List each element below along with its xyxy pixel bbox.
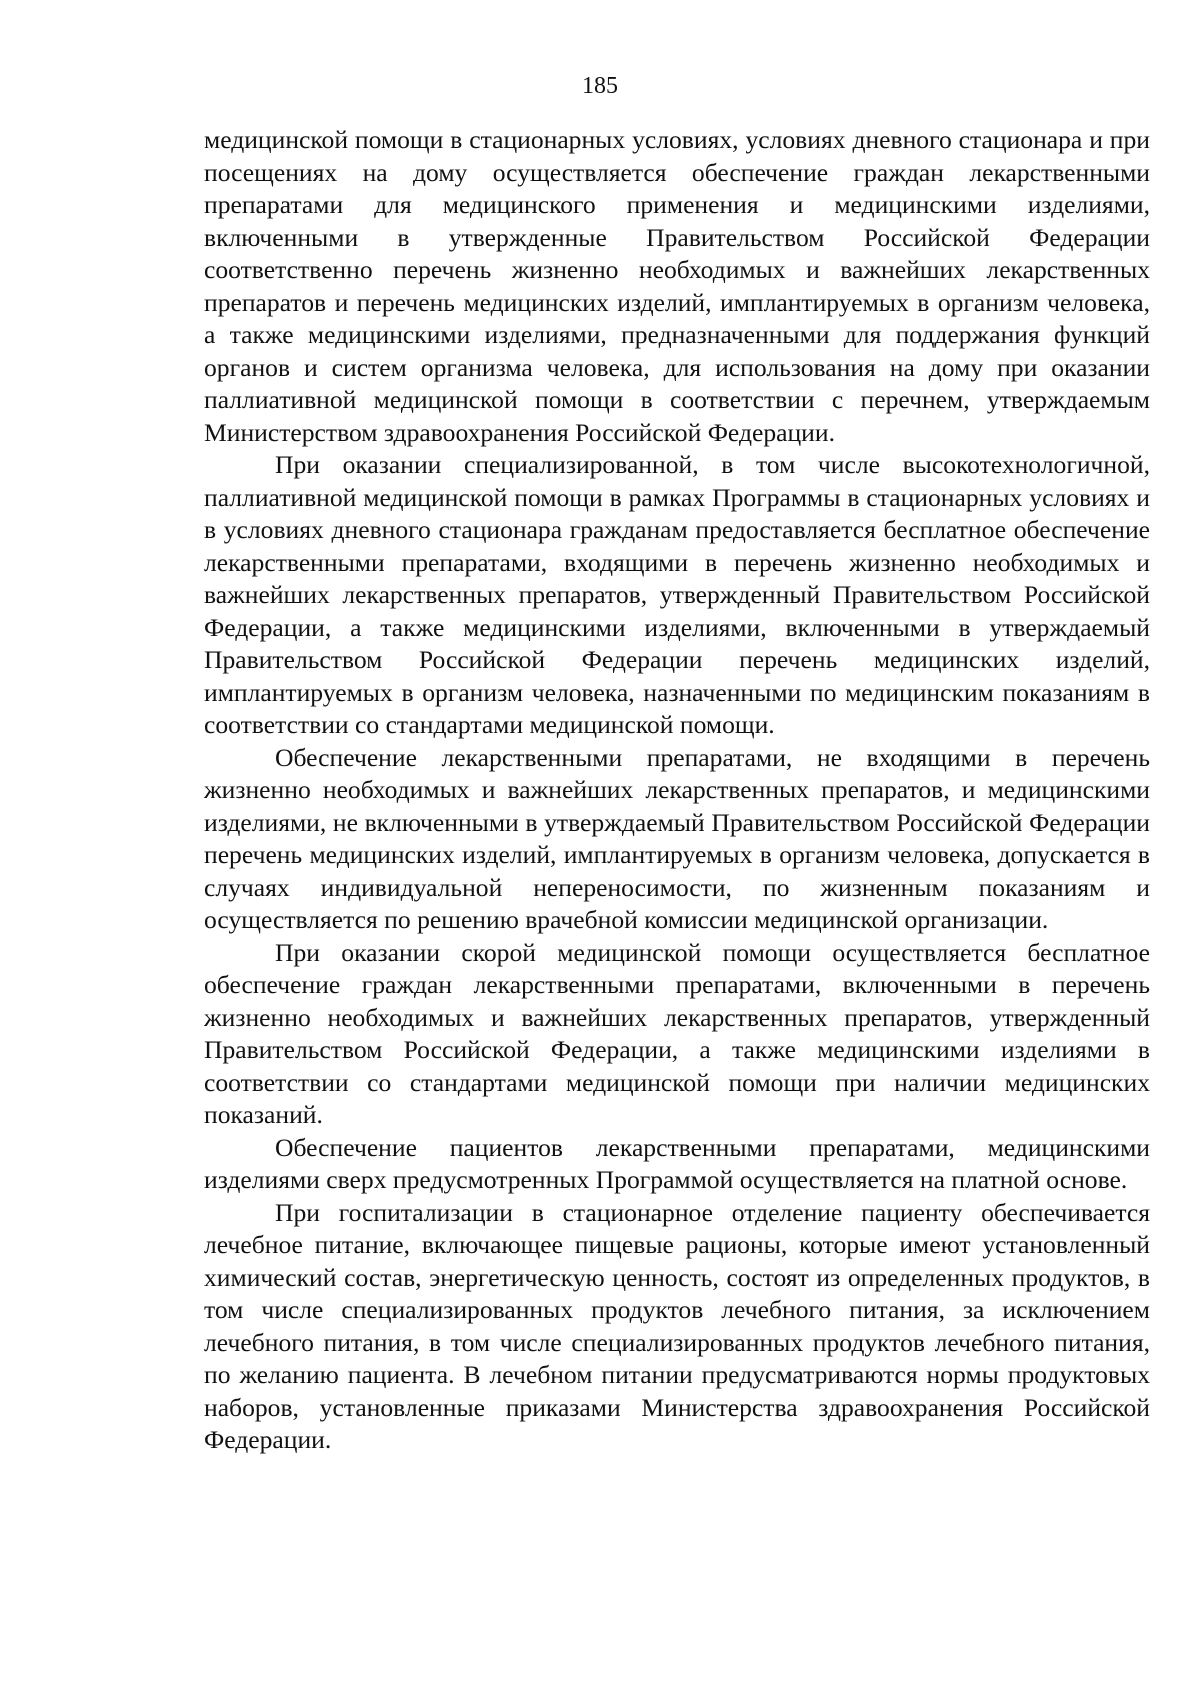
- page-number: 185: [582, 73, 618, 99]
- paragraph-paid-basis: Обеспечение пациентов лекарственными препаратами, медицинскими изделиями сверх предусмотренных Программой осуществляется на платной основе.: [204, 1132, 1150, 1194]
- paragraph-therapeutic-nutrition: При госпитализации в стационарное отделение пациенту обеспечивается лечебное питание, включающее пищевые рационы, которые имеют установленный химический состав, энергетическую ценность, состоят из определенных продуктов, в том числе специализированных продуктов лечебного питания, за исключением лечебного питания, в том числе специализированных продуктов лечебного питания, по желанию пациента. В лечебном питании предусматриваются нормы продуктовых наборов, установленные приказами Министерства здравоохранения Российской Федерации.: [204, 1197, 1150, 1454]
- paragraph-emergency-care: При оказании скорой медицинской помощи осуществляется бесплатное обеспечение граждан лекарственными препаратами, включенными в перечень жизненно необходимых и важнейших лекарственных препаратов, утвержденный Правительством Российской Федерации, а также медицинскими изделиями в соответствии со стандартами медицинской помощи при наличии медицинских показаний.: [204, 937, 1150, 1129]
- document-body: [204, 124, 1150, 1457]
- paragraph-specialized-care: При оказании специализированной, в том числе высокотехнологичной, паллиативной медицинской помощи в рамках Программы в стационарных условиях и в условиях дневного стационара гражданам предоставляется бесплатное обеспечение лекарственными препаратами, входящими в перечень жизненно необходимых и важнейших лекарственных препаратов, утвержденный Правительством Российской Федерации, а также медицинскими изделиями, включенными в утверждаемый Правительством Российской Федерации перечень медицинских изделий, имплантируемых в организм человека, назначенными по медицинским показаниям в соответствии со стандартами медицинской помощи.: [204, 450, 1150, 739]
- paragraph-non-listed-drugs: Обеспечение лекарственными препаратами, не входящими в перечень жизненно необходимых и важнейших лекарственных препаратов, и медицинскими изделиями, не включенными в утверждаемый Правительством Российской Федерации перечень медицинских изделий, имплантируемых в организм человека, допускается в случаях индивидуальной непереносимости, по жизненным показаниям и осуществляется по решению врачебной комиссии медицинской организации.: [204, 742, 1150, 934]
- paragraph-continuation: медицинской помощи в стационарных условиях, условиях дневного стационара и при посещениях на дому осуществляется обеспечение граждан лекарственными препаратами для медицинского применения и медицинскими изделиями, включенными в утвержденные Правительством Российской Федерации соответственно перечень жизненно необходимых и важнейших лекарственных препаратов и перечень медицинских изделий, имплантируемых в организм человека, а также медицинскими изделиями, предназначенными для поддержания функций органов и систем организма человека, для использования на дому при оказании паллиативной медицинской помощи в соответствии с перечнем, утверждаемым Министерством здравоохранения Российской Федерации.: [204, 125, 1150, 447]
